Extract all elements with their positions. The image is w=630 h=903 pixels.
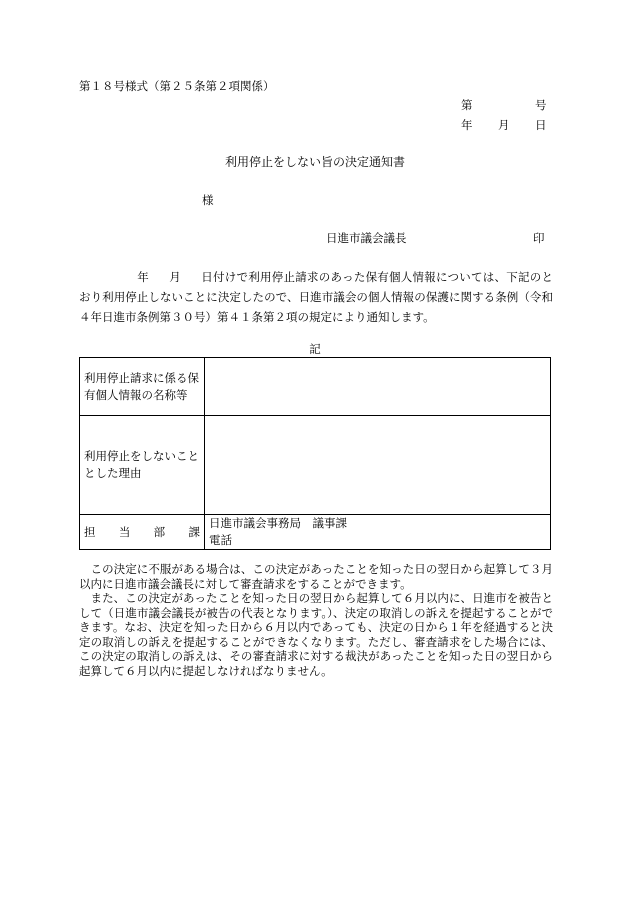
body-year: 年 (137, 270, 149, 284)
department-phone: 電話 (209, 533, 232, 547)
issue-date-year: 年 (461, 118, 473, 132)
request-info-label: 利用停止請求に係る保有個人情報の名称等 (80, 358, 205, 416)
department-label-char: 部 (153, 524, 166, 539)
request-info-value (205, 358, 551, 416)
note-paragraph: また、この決定があったことを知った日の翌日から起算して６月以内に、日進市を被告として（日進市議会議長が被告の代表となります。）、決定の取消しの訴えを提起することができます。なお、決定を知った日から６月以内であっても、決定の日から１年を経過すると決定の取消しの訴えを提起することができなくなります。ただし、審査請求をした場合には、この決定の取消しの訴えは、その審査請求に対する裁決があったことを知った日の翌日から起算して６月以内に提起しなければなりません。 (79, 591, 553, 678)
document-title: 利用停止をしない旨の決定通知書 (224, 155, 405, 169)
details-table (79, 357, 551, 550)
department-name: 日進市議会事務局 議事課 (209, 516, 347, 530)
issue-number-suffix: 号 (535, 98, 547, 112)
seal-mark: 印 (533, 231, 545, 245)
note-paragraph: この決定に不服がある場合は、この決定があったことを知った日の翌日から起算して３月以内に日進市議会議長に対して審査請求をすることができます。 (79, 562, 553, 591)
department-label-char: 課 (188, 524, 200, 539)
ki-heading: 記 (309, 342, 321, 356)
department-value (205, 515, 551, 550)
reason-label: 利用停止をしないこととした理由 (80, 416, 205, 515)
body-text: 日付けで利用停止請求のあった保有個人情報については、下記のとおり利用停止しないことに決定したので、日進市議会の個人情報の保護に関する条例（令和４年日進市条例第３０号）第４１条第２項の規定により通知します。 (79, 270, 554, 324)
department-label (80, 515, 205, 550)
department-label-char: 当 (118, 524, 131, 539)
issue-date-month: 月 (498, 118, 510, 132)
table-row (80, 515, 551, 550)
reason-value (205, 416, 551, 515)
issue-date-day: 日 (535, 118, 547, 132)
table-row (80, 358, 551, 416)
table-row (80, 416, 551, 515)
instruction-notes (79, 562, 553, 678)
body-month: 月 (169, 270, 181, 284)
department-label-char: 担 (84, 524, 96, 539)
issue-number-prefix: 第 (461, 98, 473, 112)
addressee-suffix: 様 (202, 193, 214, 207)
body-paragraph (79, 267, 553, 327)
sender-name: 日進市議会議長 (326, 231, 407, 245)
form-number: 第１８号様式（第２５条第２項関係） (79, 79, 275, 93)
